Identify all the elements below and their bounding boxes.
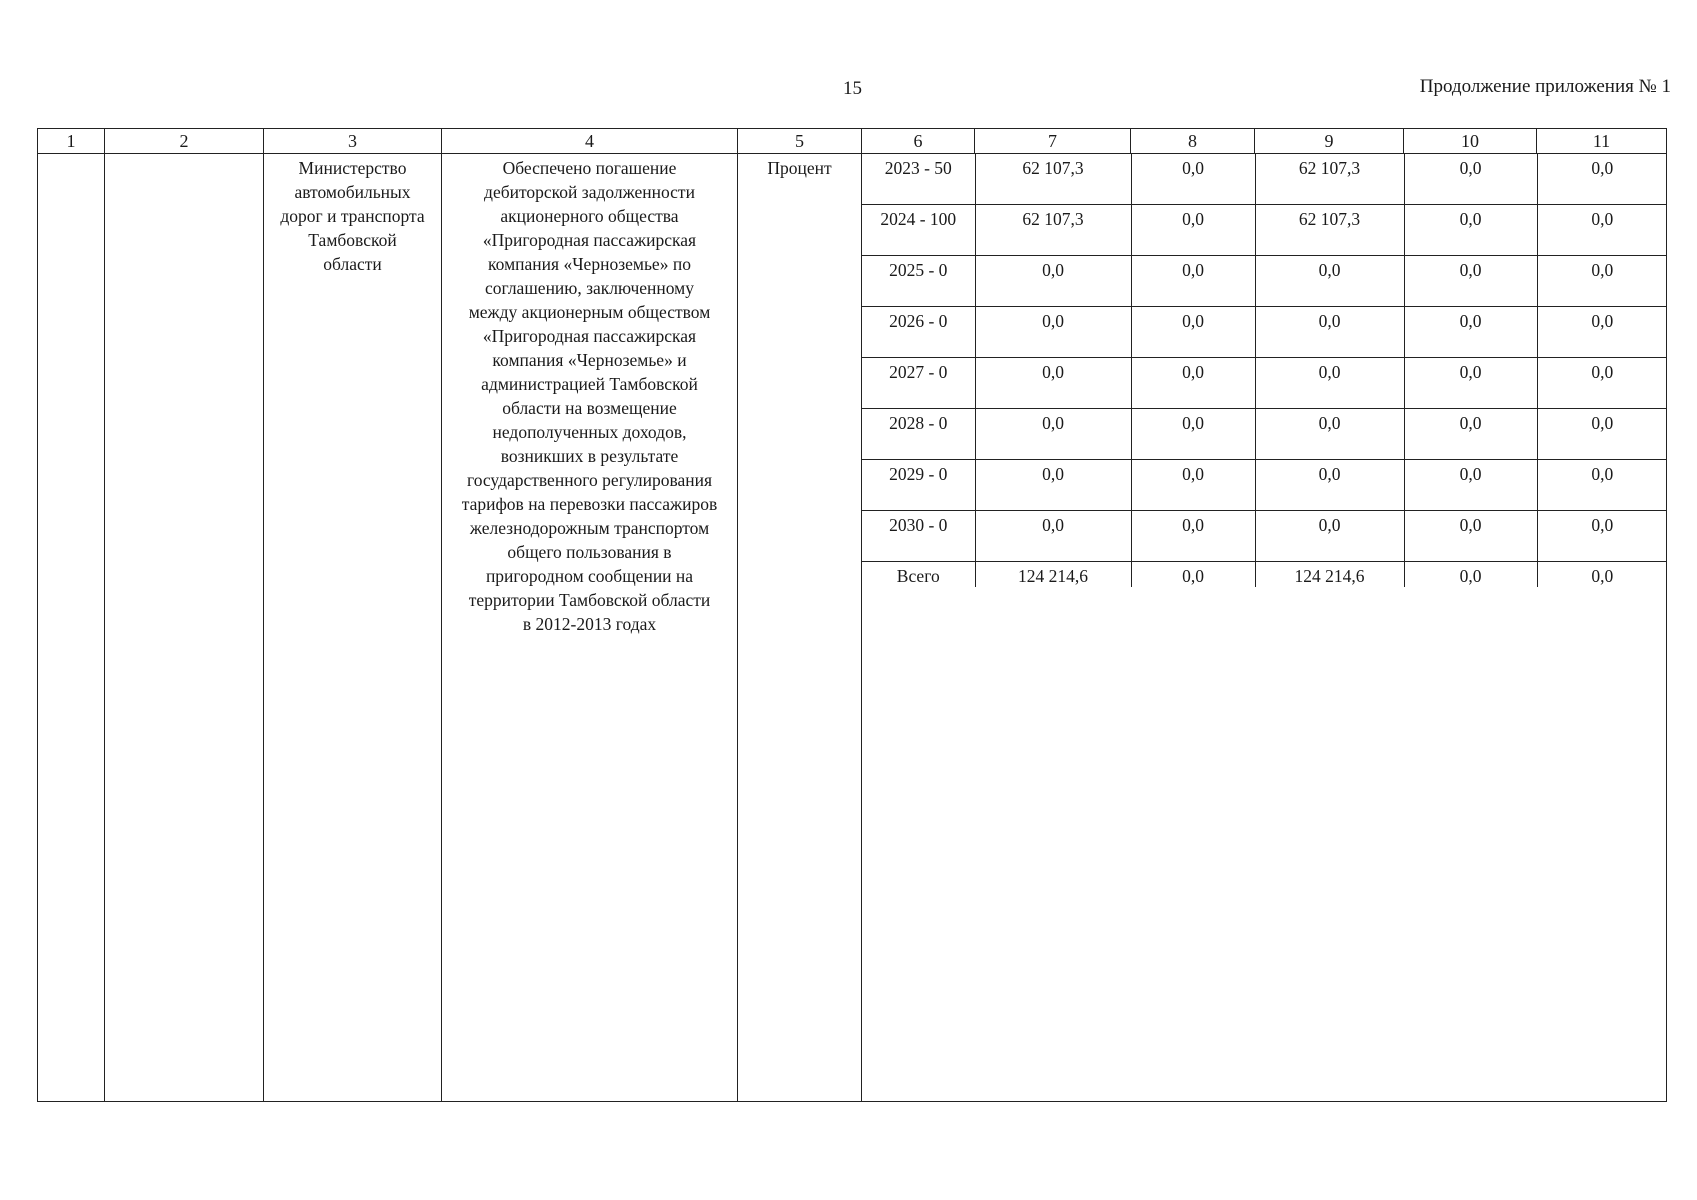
description-line: пригородном сообщении на	[485, 566, 694, 586]
appendix-table	[37, 128, 1667, 1102]
value-cell-c6: 2027 - 0	[862, 358, 975, 409]
value-cell-c11: 0,0	[1537, 409, 1667, 460]
total-cell-c9: 124 214,6	[1255, 562, 1404, 588]
responsible-line: Тамбовской	[308, 230, 397, 250]
value-cell-c6: 2029 - 0	[862, 460, 975, 511]
responsible-text	[264, 154, 441, 276]
column-number: 11	[1537, 129, 1667, 154]
value-cell-c11: 0,0	[1537, 205, 1667, 256]
value-cell-c6: 2023 - 50	[862, 154, 975, 205]
value-cell-c8: 0,0	[1131, 358, 1255, 409]
value-cell-c8: 0,0	[1131, 511, 1255, 562]
value-cell-c7: 0,0	[975, 307, 1131, 358]
value-cell-c7: 0,0	[975, 256, 1131, 307]
year-row	[862, 205, 1667, 256]
column-number: 8	[1131, 129, 1255, 154]
description-line: недополученных доходов,	[492, 422, 687, 442]
value-cell-c6: 2024 - 100	[862, 205, 975, 256]
description-line: «Пригородная пассажирская	[482, 326, 697, 346]
value-cell-c11: 0,0	[1537, 256, 1667, 307]
year-row	[862, 409, 1667, 460]
column-number: 5	[738, 129, 862, 154]
column-number: 6	[862, 129, 975, 154]
value-cell-c8: 0,0	[1131, 460, 1255, 511]
value-cell-c10: 0,0	[1404, 307, 1537, 358]
year-row	[862, 256, 1667, 307]
total-cell-c10: 0,0	[1404, 562, 1537, 588]
cell-col2	[105, 154, 264, 1102]
responsible-line: автомобильных	[294, 182, 411, 202]
value-cell-c10: 0,0	[1404, 154, 1537, 205]
cell-responsible	[264, 154, 442, 1102]
value-cell-c9: 62 107,3	[1255, 205, 1404, 256]
total-cell-c8: 0,0	[1131, 562, 1255, 588]
page-number: 15	[843, 78, 862, 99]
table-row	[38, 154, 1667, 1102]
value-cell-c10: 0,0	[1404, 256, 1537, 307]
description-line: соглашению, заключенному	[485, 278, 694, 298]
description-line: территории Тамбовской области	[468, 590, 711, 610]
year-row	[862, 511, 1667, 562]
value-cell-c7: 62 107,3	[975, 154, 1131, 205]
description-line: возникших в результате	[500, 446, 679, 466]
value-cell-c11: 0,0	[1537, 358, 1667, 409]
description-line: в 2012-2013 годах	[522, 614, 657, 634]
total-cell-c11: 0,0	[1537, 562, 1667, 588]
value-cell-c6: 2026 - 0	[862, 307, 975, 358]
value-cell-c6: 2028 - 0	[862, 409, 975, 460]
column-number: 9	[1255, 129, 1404, 154]
unit-text: Процент	[767, 158, 832, 178]
cell-unit	[738, 154, 862, 1102]
description-line: общего пользования в	[507, 542, 672, 562]
year-row	[862, 358, 1667, 409]
description-text	[442, 154, 737, 636]
total-cell-c7: 124 214,6	[975, 562, 1131, 588]
year-row	[862, 460, 1667, 511]
total-row	[862, 562, 1667, 588]
responsible-line: дорог и транспорта	[280, 206, 425, 226]
value-cell-c10: 0,0	[1404, 511, 1537, 562]
value-cell-c6: 2030 - 0	[862, 511, 975, 562]
value-cell-c9: 0,0	[1255, 409, 1404, 460]
description-line: тарифов на перевозки пассажиров	[461, 494, 718, 514]
column-number: 4	[442, 129, 738, 154]
description-line: железнодорожным транспортом	[469, 518, 710, 538]
value-cell-c7: 0,0	[975, 409, 1131, 460]
year-row	[862, 154, 1667, 205]
value-cell-c10: 0,0	[1404, 409, 1537, 460]
appendix-caption: Продолжение приложения № 1	[1419, 76, 1671, 97]
value-cell-c9: 0,0	[1255, 256, 1404, 307]
value-cell-c8: 0,0	[1131, 409, 1255, 460]
column-number: 3	[264, 129, 442, 154]
value-cell-c10: 0,0	[1404, 205, 1537, 256]
value-cell-c9: 0,0	[1255, 358, 1404, 409]
value-cell-c11: 0,0	[1537, 307, 1667, 358]
description-line: компания «Черноземье» и	[492, 350, 687, 370]
cell-description	[442, 154, 738, 1102]
description-line: государственного регулирования	[466, 470, 713, 490]
value-cell-c10: 0,0	[1404, 358, 1537, 409]
values-table	[862, 154, 1667, 587]
responsible-line: области	[323, 254, 382, 274]
description-line: между акционерным обществом	[468, 302, 711, 322]
value-cell-c8: 0,0	[1131, 256, 1255, 307]
value-cell-c11: 0,0	[1537, 154, 1667, 205]
responsible-line: Министерство	[298, 158, 407, 178]
column-number: 1	[38, 129, 105, 154]
value-cell-c8: 0,0	[1131, 154, 1255, 205]
value-cell-c10: 0,0	[1404, 460, 1537, 511]
description-line: администрацией Тамбовской	[481, 374, 698, 394]
value-cell-c8: 0,0	[1131, 205, 1255, 256]
description-line: «Пригородная пассажирская	[482, 230, 697, 250]
value-cell-c6: 2025 - 0	[862, 256, 975, 307]
value-cell-c9: 0,0	[1255, 511, 1404, 562]
value-cell-c11: 0,0	[1537, 511, 1667, 562]
column-number: 10	[1404, 129, 1537, 154]
total-cell-c6: Всего	[896, 566, 940, 586]
value-cell-c7: 0,0	[975, 358, 1131, 409]
year-row	[862, 307, 1667, 358]
value-cell-c8: 0,0	[1131, 307, 1255, 358]
description-line: компания «Черноземье» по	[488, 254, 691, 274]
column-number-row	[38, 129, 1667, 154]
values-block	[862, 154, 1667, 1102]
description-line: Обеспечено погашение	[502, 158, 677, 178]
value-cell-c7: 0,0	[975, 511, 1131, 562]
cell-col1	[38, 154, 105, 1102]
column-number: 2	[105, 129, 264, 154]
value-cell-c9: 62 107,3	[1255, 154, 1404, 205]
value-cell-c9: 0,0	[1255, 460, 1404, 511]
value-cell-c9: 0,0	[1255, 307, 1404, 358]
description-line: акционерного общества	[500, 206, 679, 226]
value-cell-c7: 62 107,3	[975, 205, 1131, 256]
value-cell-c7: 0,0	[975, 460, 1131, 511]
description-line: области на возмещение	[502, 398, 677, 418]
description-line: дебиторской задолженности	[484, 182, 695, 202]
value-cell-c11: 0,0	[1537, 460, 1667, 511]
column-number: 7	[975, 129, 1131, 154]
